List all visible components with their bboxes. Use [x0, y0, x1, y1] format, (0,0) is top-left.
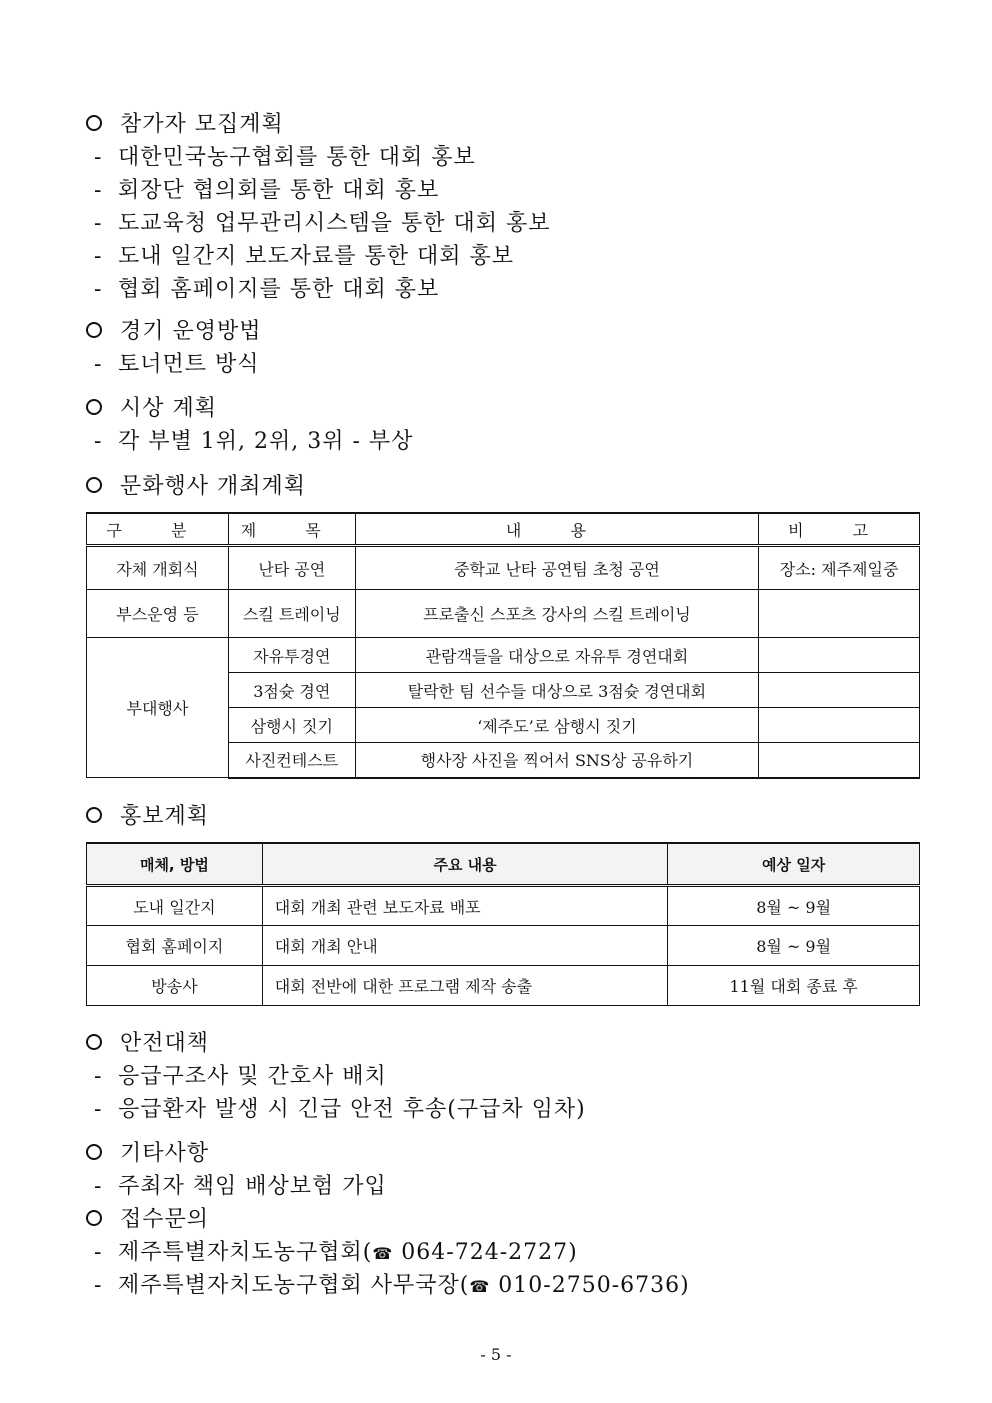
- telephone-icon: ☎: [372, 1244, 394, 1263]
- circle-bullet-icon: [86, 1034, 102, 1050]
- section-etc: [86, 1137, 690, 1302]
- cell-date: 8월 ~ 9월: [668, 926, 920, 966]
- cell-note: [759, 638, 920, 673]
- cell-content: 탈락한 팀 선수들 대상으로 3점슛 경연대회: [355, 673, 758, 708]
- circle-bullet-icon: [86, 399, 102, 415]
- table-row: [87, 926, 920, 966]
- cell-title: 난타 공연: [228, 546, 355, 590]
- circle-bullet-icon: [86, 1210, 102, 1226]
- cell-content: 대회 전반에 대한 프로그램 제작 송출: [262, 966, 668, 1006]
- section-recruit: [86, 108, 551, 306]
- cell-title: 사진컨테스트: [228, 743, 355, 778]
- circle-bullet-icon: [86, 477, 102, 493]
- table-row: [87, 546, 920, 590]
- list-item: - 응급환자 발생 시 긴급 안전 후송(구급차 임차): [94, 1097, 586, 1122]
- list-item: - 협회 홈페이지를 통한 대회 홍보: [94, 277, 440, 302]
- circle-bullet-icon: [86, 322, 102, 338]
- column-header: 구 분: [87, 513, 229, 546]
- circle-bullet-icon: [86, 807, 102, 823]
- cell-content: 행사장 사진을 찍어서 SNS상 공유하기: [355, 743, 758, 778]
- cell-date: 8월 ~ 9월: [668, 886, 920, 926]
- circle-bullet-icon: [86, 115, 102, 131]
- circle-bullet-icon: [86, 1144, 102, 1160]
- column-header: 제 목: [228, 513, 355, 546]
- section-heading: 기타사항: [86, 1137, 690, 1170]
- list-item: - 제주특별자치도농구협회(☎ 064-724-2727): [94, 1240, 578, 1265]
- section-heading: 안전대책: [86, 1027, 586, 1060]
- telephone-icon: ☎: [469, 1277, 491, 1296]
- section-heading: 접수문의: [86, 1203, 690, 1236]
- table-header-row: [87, 843, 920, 886]
- table-row: [87, 966, 920, 1006]
- list-item: - 제주특별자치도농구협회 사무국장(☎ 010-2750-6736): [94, 1273, 690, 1298]
- list-item: - 주최자 책임 배상보험 가입: [94, 1174, 387, 1199]
- list-item: - 도내 일간지 보도자료를 통한 대회 홍보: [94, 244, 514, 269]
- section-heading: 문화행사 개최계획: [86, 470, 306, 503]
- list-item: - 응급구조사 및 간호사 배치: [94, 1064, 387, 1089]
- culture-table: [86, 512, 920, 779]
- cell-category: 자체 개회식: [87, 546, 229, 590]
- cell-title: 스킬 트레이닝: [228, 590, 355, 638]
- cell-media: 도내 일간지: [87, 886, 263, 926]
- list-item: - 대한민국농구협회를 통한 대회 홍보: [94, 145, 476, 170]
- section-awards: [86, 392, 413, 458]
- table-row: [87, 590, 920, 638]
- cell-category: 부스운영 등: [87, 590, 229, 638]
- section-heading: 시상 계획: [86, 392, 413, 425]
- table-row: [87, 886, 920, 926]
- cell-note: 장소: 제주제일중: [759, 546, 920, 590]
- cell-category: 부대행사: [87, 638, 229, 778]
- list-item: - 회장단 협의회를 통한 대회 홍보: [94, 178, 440, 203]
- cell-title: 3점슛 경연: [228, 673, 355, 708]
- cell-content: 대회 개최 관련 보도자료 배포: [262, 886, 668, 926]
- column-header: 매체, 방법: [87, 843, 263, 886]
- table-row: [87, 638, 920, 673]
- promo-table: [86, 842, 920, 1006]
- list-item: - 도교육청 업무관리시스템을 통한 대회 홍보: [94, 211, 551, 236]
- cell-title: 삼행시 짓기: [228, 708, 355, 743]
- cell-content: 대회 개최 안내: [262, 926, 668, 966]
- cell-content: 관람객들을 대상으로 자유투 경연대회: [355, 638, 758, 673]
- section-promo: [86, 800, 209, 833]
- section-heading: 참가자 모집계획: [86, 108, 551, 141]
- cell-note: [759, 743, 920, 778]
- column-header: 비 고: [759, 513, 920, 546]
- column-header: 주요 내용: [262, 843, 668, 886]
- cell-content: 프로출신 스포츠 강사의 스킬 트레이닝: [355, 590, 758, 638]
- section-operation: [86, 315, 262, 381]
- section-culture: [86, 470, 306, 503]
- section-safety: [86, 1027, 586, 1126]
- cell-media: 협회 홈페이지: [87, 926, 263, 966]
- cell-content: ‘제주도’로 삼행시 짓기: [355, 708, 758, 743]
- cell-media: 방송사: [87, 966, 263, 1006]
- column-header: 예상 일자: [668, 843, 920, 886]
- cell-note: [759, 590, 920, 638]
- list-item: - 각 부별 1위, 2위, 3위 - 부상: [94, 429, 414, 454]
- table-header-row: [87, 513, 920, 546]
- section-heading: 홍보계획: [86, 800, 209, 833]
- page-number: - 5 -: [480, 1345, 512, 1364]
- cell-note: [759, 708, 920, 743]
- column-header: 내 용: [355, 513, 758, 546]
- section-heading: 경기 운영방법: [86, 315, 262, 348]
- list-item: - 토너먼트 방식: [94, 352, 260, 377]
- cell-title: 자유투경연: [228, 638, 355, 673]
- cell-note: [759, 673, 920, 708]
- cell-date: 11월 대회 종료 후: [668, 966, 920, 1006]
- cell-content: 중학교 난타 공연팀 초청 공연: [355, 546, 758, 590]
